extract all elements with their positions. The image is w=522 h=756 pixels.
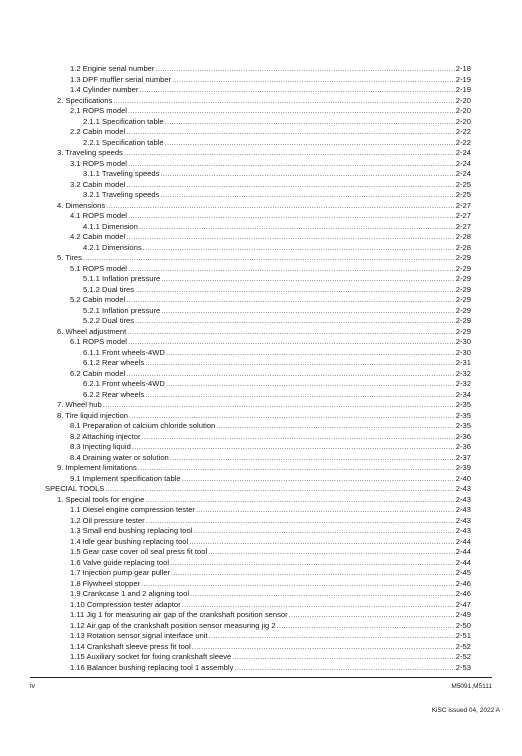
- toc-dot-leader: [192, 642, 455, 653]
- toc-entry-title: 6.1.2 Rear wheels: [83, 358, 145, 367]
- toc-entry-title: 2.2.1 Specification table: [83, 137, 164, 147]
- toc-entry[interactable]: [45, 106, 471, 117]
- toc-entry-title: 1.13 Rotation sensor signal interface unit: [70, 631, 208, 640]
- toc-dot-leader: [145, 358, 455, 369]
- toc-entry-title: 8.4 Draining water or solution: [70, 452, 169, 462]
- toc-entry-page: 2-22: [455, 137, 471, 147]
- toc-entry-page: 2-29: [455, 263, 471, 273]
- toc-entry-page: 2-20: [455, 106, 471, 115]
- toc-dot-leader: [170, 558, 455, 569]
- toc-entry[interactable]: [45, 537, 471, 548]
- toc-entry[interactable]: [45, 568, 471, 579]
- toc-entry-page: 2-19: [455, 74, 471, 84]
- toc-entry-page: 2-25: [455, 179, 471, 189]
- toc-dot-leader: [135, 316, 455, 327]
- toc-entry-title: 1.5 Gear case cover oil seal press fit tool: [70, 547, 208, 556]
- toc-entry-page: 2-35: [455, 400, 471, 409]
- toc-entry-page: 2-36: [455, 431, 471, 441]
- toc-entry-title: 8.1 Preparation of calcium chloride solution: [70, 421, 216, 430]
- toc-dot-leader: [132, 442, 455, 453]
- toc-entry[interactable]: [45, 253, 471, 264]
- toc-entry-page: 2-40: [455, 473, 471, 483]
- toc-dot-leader: [83, 253, 455, 264]
- toc-dot-leader: [124, 148, 455, 159]
- toc-entry[interactable]: [45, 117, 471, 128]
- toc-entry-page: 2-44: [455, 547, 471, 556]
- footer-divider: [30, 677, 492, 678]
- toc-entry-title: 6. Wheel adjustment: [57, 326, 127, 336]
- toc-entry-page: 2-43: [455, 515, 471, 525]
- toc-entry-title: 1.12 Air gap of the crankshaft position sensor measuring jig 2: [70, 620, 276, 630]
- toc-entry-title: 1.2 Engine serial number: [70, 64, 155, 73]
- toc-entry[interactable]: [45, 148, 471, 159]
- toc-entry-title: 6.2.2 Rear wheels: [83, 389, 145, 399]
- toc-entry-page: 2-44: [455, 557, 471, 567]
- toc-dot-leader: [126, 295, 454, 306]
- toc-entry-title: 4.1 ROPS model: [70, 211, 127, 220]
- toc-entry-page: 2-30: [455, 347, 471, 357]
- toc-entry-page: 2-27: [455, 200, 471, 210]
- toc-entry-page: 2-45: [455, 568, 471, 577]
- toc-dot-leader: [166, 348, 455, 359]
- toc-dot-leader: [166, 379, 455, 390]
- toc-dot-leader: [165, 138, 455, 149]
- page-number: iv: [30, 683, 36, 690]
- toc-entry[interactable]: [45, 138, 471, 149]
- toc-entry-page: 2-30: [455, 337, 471, 346]
- toc-entry-title: 8.3 Injecting liquid: [70, 442, 131, 451]
- toc-entry-title: 2.2 Cabin model: [70, 127, 126, 136]
- toc-entry[interactable]: [45, 579, 471, 590]
- toc-entry[interactable]: [45, 631, 471, 642]
- toc-entry-page: 2-29: [455, 305, 471, 315]
- toc-entry-page: 2-34: [455, 389, 471, 399]
- toc-entry[interactable]: [45, 316, 471, 327]
- toc-dot-leader: [182, 474, 455, 485]
- toc-entry[interactable]: [45, 264, 471, 275]
- toc-entry[interactable]: [45, 642, 471, 653]
- toc-entry[interactable]: [45, 96, 471, 107]
- issue-label: KiSC issued 04, 2022 A: [431, 707, 500, 714]
- toc-dot-leader: [128, 211, 455, 222]
- toc-entry-page: 2-51: [455, 631, 471, 640]
- toc-entry-page: 2-27: [455, 221, 471, 231]
- toc-dot-leader: [216, 421, 455, 432]
- toc-dot-leader: [160, 169, 454, 180]
- toc-entry-title: 9. Implement limitations: [57, 463, 137, 472]
- toc-entry-page: 2-27: [455, 211, 471, 220]
- toc-dot-leader: [193, 526, 454, 537]
- toc-dot-leader: [105, 484, 454, 495]
- toc-dot-leader: [277, 621, 455, 632]
- toc-entry-page: 2-46: [455, 589, 471, 598]
- toc-entry-page: 2-22: [455, 127, 471, 136]
- toc-dot-leader: [128, 337, 455, 348]
- toc-entry[interactable]: [45, 432, 471, 443]
- toc-entry-title: 9.1 Implement specification table: [70, 473, 181, 483]
- toc-entry[interactable]: [45, 621, 471, 632]
- toc-dot-leader: [106, 201, 455, 212]
- toc-entry[interactable]: [45, 75, 471, 86]
- toc-dot-leader: [138, 463, 455, 474]
- toc-entry-title: 1.1 Diesel engine compression tester: [70, 505, 195, 514]
- toc-entry-title: 4.2 Cabin model: [70, 232, 126, 241]
- toc-entry[interactable]: [45, 390, 471, 401]
- toc-entry-title: 2.1 ROPS model: [70, 106, 127, 115]
- toc-entry[interactable]: [45, 306, 471, 317]
- toc-entry[interactable]: [45, 663, 471, 674]
- toc-dot-leader: [234, 663, 454, 674]
- toc-entry[interactable]: [45, 558, 471, 569]
- toc-entry[interactable]: [45, 327, 471, 338]
- toc-entry-title: 1.6 Valve guide replacing tool: [70, 557, 170, 567]
- toc-dot-leader: [139, 222, 455, 233]
- toc-entry-title: 6.2.1 Front wheels-4WD: [83, 379, 165, 388]
- toc-entry-title: 7. Wheel hub: [57, 400, 102, 409]
- toc-dot-leader: [161, 306, 455, 317]
- toc-entry-page: 2-36: [455, 442, 471, 451]
- toc-entry-title: 1.3 Small end bushing replacing tool: [70, 526, 193, 535]
- toc-entry[interactable]: [45, 421, 471, 432]
- toc-dot-leader: [155, 64, 454, 75]
- toc-entry-title: 4.2.1 Dimensions: [83, 242, 142, 252]
- toc-dot-leader: [145, 390, 455, 401]
- toc-entry-title: 1.4 Cylinder number: [70, 85, 139, 94]
- toc-dot-leader: [113, 96, 455, 107]
- toc-entry[interactable]: [45, 285, 471, 296]
- toc-entry[interactable]: [45, 484, 471, 495]
- toc-entry[interactable]: [45, 463, 471, 474]
- toc-entry[interactable]: [45, 526, 471, 537]
- toc-entry-title: 5.2 Cabin model: [70, 295, 126, 304]
- toc-entry-page: 2-28: [455, 232, 471, 241]
- toc-entry[interactable]: [45, 180, 471, 191]
- toc-entry-page: 2-24: [455, 158, 471, 168]
- toc-dot-leader: [129, 411, 455, 422]
- toc-dot-leader: [126, 369, 454, 380]
- toc-entry-page: 2-29: [455, 295, 471, 304]
- toc-entry-title: 2.1.1 Specification table: [83, 116, 164, 126]
- toc-entry-title: 1.9 Crankcase 1 and 2 aligning tool: [70, 589, 190, 598]
- toc-entry-title: 1.7 Injection pump gear puller: [70, 568, 171, 577]
- toc-entry-title: 3.2.1 Traveling speeds: [83, 190, 160, 199]
- toc-entry[interactable]: [45, 516, 471, 527]
- toc-entry-page: 2-31: [455, 358, 471, 367]
- toc-dot-leader: [103, 400, 455, 411]
- toc-entry-page: 2-39: [455, 463, 471, 472]
- toc-entry-title: 4. Dimensions: [57, 200, 106, 210]
- toc-entry-title: 4.1.1 Dimension: [83, 221, 138, 231]
- toc-entry-page: 2-35: [455, 421, 471, 430]
- toc-entry-page: 2-25: [455, 190, 471, 199]
- toc-entry-title: 1.4 Idle gear bushing replacing tool: [70, 536, 189, 546]
- toc-entry[interactable]: [45, 127, 471, 138]
- toc-entry-title: 1.16 Balancer bushing replacing tool 1 assembly: [70, 662, 234, 672]
- toc-entry-title: 1.3 DPF muffler serial number: [70, 74, 172, 84]
- toc-dot-leader: [143, 243, 455, 254]
- toc-entry-page: 2-53: [455, 662, 471, 672]
- toc-entry[interactable]: [45, 201, 471, 212]
- toc-entry-page: 2-49: [455, 610, 471, 619]
- model-label: M5091,M5111: [451, 683, 492, 690]
- toc-entry-page: 2-37: [455, 452, 471, 462]
- toc-entry-page: 2-32: [455, 368, 471, 378]
- toc-entry-title: 6.1.1 Front wheels-4WD: [83, 347, 165, 357]
- toc-entry-title: 5.2.2 Dual tires: [83, 316, 135, 325]
- toc-entry[interactable]: [45, 610, 471, 621]
- toc-entry-page: 2-52: [455, 641, 471, 651]
- toc-entry[interactable]: [45, 295, 471, 306]
- toc-dot-leader: [170, 453, 455, 464]
- toc-entry[interactable]: [45, 274, 471, 285]
- toc-entry[interactable]: [45, 337, 471, 348]
- toc-entry-page: 2-47: [455, 599, 471, 609]
- toc-entry-title: 5. Tires: [57, 253, 82, 262]
- toc-entry[interactable]: [45, 190, 471, 201]
- toc-entry-title: 5.1.1 Inflation pressure: [83, 274, 161, 283]
- toc-entry-title: 6.1 ROPS model: [70, 337, 127, 346]
- toc-entry[interactable]: [45, 358, 471, 369]
- toc-entry-page: 2-20: [455, 95, 471, 105]
- toc-entry[interactable]: [45, 379, 471, 390]
- toc-entry-page: 2-29: [455, 316, 471, 325]
- toc-entry[interactable]: [45, 505, 471, 516]
- toc-entry-title: 5.2.1 Inflation pressure: [83, 305, 161, 315]
- toc-dot-leader: [126, 232, 454, 243]
- toc-dot-leader: [209, 631, 455, 642]
- toc-dot-leader: [139, 85, 454, 96]
- toc-dot-leader: [127, 327, 455, 338]
- toc-entry[interactable]: [45, 474, 471, 485]
- toc-entry-page: 2-43: [455, 484, 471, 493]
- toc-entry-title: 3. Traveling speeds: [57, 148, 123, 157]
- toc-entry[interactable]: [45, 211, 471, 222]
- toc-entry-page: 2-29: [455, 253, 471, 262]
- toc-entry-title: 3.2 Cabin model: [70, 179, 126, 189]
- toc-dot-leader: [128, 264, 455, 275]
- toc-dot-leader: [141, 579, 455, 590]
- toc-entry-page: 2-19: [455, 85, 471, 94]
- toc-dot-leader: [160, 190, 454, 201]
- toc-dot-leader: [128, 159, 455, 170]
- toc-dot-leader: [189, 537, 455, 548]
- toc-entry-page: 2-29: [455, 284, 471, 294]
- toc-entry-title: 3.1 ROPS model: [70, 158, 127, 168]
- toc-entry[interactable]: [45, 369, 471, 380]
- toc-dot-leader: [172, 75, 455, 86]
- toc-dot-leader: [126, 180, 454, 191]
- toc-entry-page: 2-29: [455, 326, 471, 336]
- toc-entry[interactable]: [45, 64, 471, 75]
- toc-entry-page: 2-24: [455, 169, 471, 178]
- toc-entry-page: 2-43: [455, 505, 471, 514]
- toc-dot-leader: [232, 652, 455, 663]
- toc-entry-page: 2-35: [455, 410, 471, 420]
- toc-entry-page: 2-24: [455, 148, 471, 157]
- toc-entry-page: 2-18: [455, 64, 471, 73]
- toc-entry-title: 1.15 Auxiliary socket for fixing crankshaft sleeve: [70, 652, 232, 661]
- toc-entry-page: 2-43: [455, 526, 471, 535]
- toc-entry[interactable]: [45, 348, 471, 359]
- toc-entry[interactable]: [45, 589, 471, 600]
- toc-entry-title: 6.2 Cabin model: [70, 368, 126, 378]
- toc-entry-page: 2-29: [455, 274, 471, 283]
- toc-entry-page: 2-43: [455, 494, 471, 504]
- toc-entry[interactable]: [45, 495, 471, 506]
- toc-entry[interactable]: [45, 400, 471, 411]
- toc-entry-title: 5.1.2 Dual tires: [83, 284, 135, 294]
- toc-entry[interactable]: [45, 442, 471, 453]
- toc-entry-page: 2-32: [455, 379, 471, 388]
- toc-entry-title: SPECIAL TOOLS: [45, 484, 105, 493]
- toc-entry-title: 1. Special tools for engine: [57, 494, 145, 504]
- toc-dot-leader: [126, 127, 454, 138]
- toc-entry-title: 1.8 Flywheel stopper: [70, 578, 141, 588]
- toc-entry-page: 2-46: [455, 578, 471, 588]
- toc-entry-title: 1.10 Compression tester adaptor: [70, 599, 181, 609]
- toc-entry[interactable]: [45, 453, 471, 464]
- toc-entry-title: 5.1 ROPS model: [70, 263, 127, 273]
- toc-dot-leader: [208, 547, 455, 558]
- toc-dot-leader: [142, 432, 455, 443]
- toc-entry[interactable]: [45, 600, 471, 611]
- toc-entry-title: 1.11 Jig 1 for measuring air gap of the crankshaft position sensor: [70, 610, 288, 619]
- toc-entry[interactable]: [45, 232, 471, 243]
- toc-entry[interactable]: [45, 169, 471, 180]
- toc-entry-title: 1.14 Crankshaft sleeve press fit tool: [70, 641, 191, 651]
- toc-dot-leader: [165, 117, 455, 128]
- toc-entry-title: 3.1.1 Traveling speeds: [83, 169, 160, 178]
- toc-entry-page: 2-20: [455, 116, 471, 126]
- toc-entry[interactable]: [45, 159, 471, 170]
- toc-entry-page: 2-44: [455, 536, 471, 546]
- toc-entry-title: 1.2 Oil pressure tester: [70, 515, 145, 525]
- toc-entry-page: 2-50: [455, 620, 471, 630]
- toc-dot-leader: [146, 516, 455, 527]
- toc-entry[interactable]: [45, 652, 471, 663]
- table-of-contents: [45, 64, 471, 673]
- toc-entry-page: 2-52: [455, 652, 471, 661]
- toc-dot-leader: [161, 274, 455, 285]
- toc-dot-leader: [128, 106, 455, 117]
- toc-dot-leader: [135, 285, 455, 296]
- toc-dot-leader: [171, 568, 455, 579]
- toc-entry-title: 8.2 Attaching injector: [70, 431, 141, 441]
- toc-dot-leader: [190, 589, 455, 600]
- toc-entry[interactable]: [45, 85, 471, 96]
- toc-dot-leader: [182, 600, 455, 611]
- toc-entry[interactable]: [45, 411, 471, 422]
- toc-entry-page: 2-28: [455, 242, 471, 252]
- toc-dot-leader: [196, 505, 455, 516]
- toc-dot-leader: [145, 495, 454, 506]
- toc-entry[interactable]: [45, 243, 471, 254]
- toc-entry-title: 8. Tire liquid injection: [57, 410, 128, 420]
- toc-dot-leader: [289, 610, 455, 621]
- toc-entry-title: 2. Specifications: [57, 95, 113, 105]
- toc-entry[interactable]: [45, 547, 471, 558]
- toc-entry[interactable]: [45, 222, 471, 233]
